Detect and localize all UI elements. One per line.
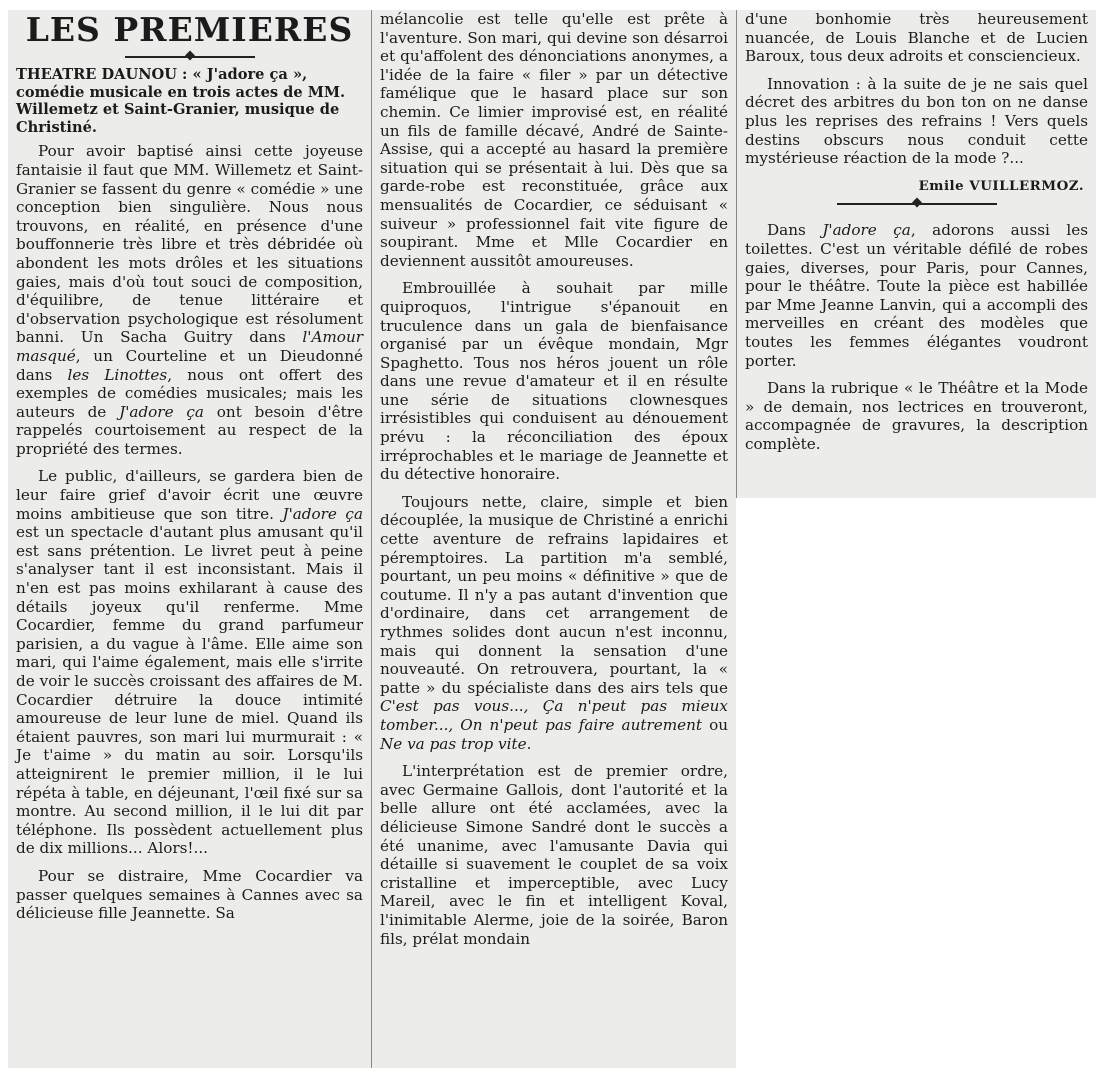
paragraph: Dans J'adore ça, adorons aussi les toilettes. C'est un véritable défilé de robes gaies, diverses, pour Paris, pour Cannes, pour le théâtre. Toute la pièce est habillée par Mme Jeanne Lanvin, qui a accompli des merveilles en créant des modèles que toutes les femmes élégantes voudront porter. <box>745 221 1088 370</box>
paragraph: Le public, d'ailleurs, se gardera bien de leur faire grief d'avoir écrit une œuvre moins ambitieuse que son titre. J'adore ça est un spectacle d'autant plus amusant qu'il est sans prétention. Le livret peut à peine s'analyser tant il est inconsistant. Mais il n'en est pas moins exhilarant à cause des détails joyeux qu'il renferme. Mme Cocardier, femme du grand parfumeur parisien, a du vague à l'âme. Elle aime son mari, qui l'aime également, mais elle s'irrite de voir le succès croissant des affaires de M. Cocardier détruire la douce intimité amoureuse de leur lune de miel. Quand ils étaient pauvres, son mari lui murmurait : « Je t'aime » du matin au soir. Lorsqu'ils atteignirent le premier million, il le lui répéta à table, en déjeunant, l'œil fixé sur sa montre. Au second million, il le lui dit par téléphone. Ils possèdent actuellement plus de dix millions... Alors!... <box>16 467 363 858</box>
paragraph: d'une bonhomie très heureusement nuancée, de Louis Blanche et de Lucien Baroux, tous deux adroits et consciencieux. <box>745 10 1088 66</box>
paragraph: Embrouillée à souhait par mille quiproquos, l'intrigue s'épanouit en truculence dans un gala de bienfaisance organisé par un évêque mondain, Mgr Spaghetto. Tous nos héros jouent un rôle dans une revue d'amateur et il en résulte une série de situations clownesques irrésistibles qui conduisent au dénouement prévu : la réconciliation des époux irréprochables et le mariage de Jeannette et du détective honoraire. <box>380 279 728 484</box>
paragraph: Pour avoir baptisé ainsi cette joyeuse fantaisie il faut que MM. Willemetz et Saint-Granier se fassent du genre « comédie » une conception bien singulière. Nous nous trouvons, en réalité, en présence d'une bouffonnerie très libre et très débridée où abondent les mots drôles et les situations gaies, mais d'où tout souci de composition, d'équilibre, de tenue littéraire et d'observation psychologique est résolument banni. Un Sacha Guitry dans l'Amour masqué, un Courteline et un Dieudonné dans les Linottes, nous ont offert des exemples de comédies musicales; mais les auteurs de J'adore ça ont besoin d'être rappelés courtoisement au respect de la propriété des termes. <box>16 142 364 458</box>
paragraph: L'interprétation est de premier ordre, avec Germaine Gallois, dont l'autorité et la belle allure ont été acclamées, avec la délicieuse Simone Sandré dont le succès a été unanime, avec l'amusante Davia qui détaille si suavement le couplet de sa voix cristalline et imperceptible, avec Lucy Mareil, avec le fin et intelligent Koval, l'inimitable Alerme, joie de la soirée, Baron fils, prélat mondain <box>380 762 728 948</box>
article-column-1 <box>8 10 372 1068</box>
paragraph: mélancolie est telle qu'elle est prête à l'aventure. Son mari, qui devine son désarroi et qu'affolent des dénonciations anonymes, a l'idée de la faire « filer » par un détective famélique que le hasard place sur son chemin. Ce limier improvisé est, en réalité un fils de famille décavé, André de Sainte-Assise, qui a accepté au hasard la première situation qui se présentait à lui. Dès que sa garde-robe est reconstituée, grâce aux mensualités de Cocardier, ce séduisant « suiveur » professionnel fait vite figure de soupirant. Mme et Mlle Cocardier en deviennent aussitôt amoureuses. <box>380 10 728 270</box>
paragraph: Toujours nette, claire, simple et bien découplée, la musique de Christiné a enrichi cette aventure de refrains lapidaires et péremptoires. La partition m'a semblé, pourtant, un peu moins « définitive » que de coutume. Il n'y a pas autant d'invention que d'ordinaire, dans cet arrangement de rythmes solides dont aucun n'est inconnu, mais qui donnent la sensation d'une nouveauté. On retrouvera, pourtant, la « patte » du spécialiste dans des airs tels que C'est pas vous..., Ça n'peut pas mieux tomber..., On n'peut pas faire autrement ou Ne va pas trop vite. <box>380 492 728 753</box>
subheading: THEATRE DAUNOU : « J'adore ça », comédie musicale en trois actes de MM. Willemetz et Saint-Granier, musique de Christiné. <box>16 66 346 136</box>
paragraph: Innovation : à la suite de je ne sais quel décret des arbitres du bon ton on ne danse plus les reprises des refrains ! Vers quels destins obscurs nous conduit cette mystérieuse réaction de la mode ?... <box>745 74 1088 168</box>
article-column-3 <box>736 10 1096 498</box>
article-clipping-main <box>8 10 736 1068</box>
paragraph: Pour se distraire, Mme Cocardier va passer quelques semaines à Cannes avec sa délicieuse fille Jeannette. Sa <box>16 866 363 923</box>
author-signature: Emile VUILLERMOZ. <box>918 177 1084 194</box>
headline: LES PREMIERES <box>25 10 354 49</box>
headline-ornament <box>16 50 363 64</box>
article-column-2 <box>372 10 736 1068</box>
article-clipping-continuation <box>736 10 1096 498</box>
paragraph: Dans la rubrique « le Théâtre et la Mode » de demain, nos lectrices en trouveront, accompagnée de gravures, la description complète. <box>745 379 1088 453</box>
section-ornament <box>745 197 1088 211</box>
